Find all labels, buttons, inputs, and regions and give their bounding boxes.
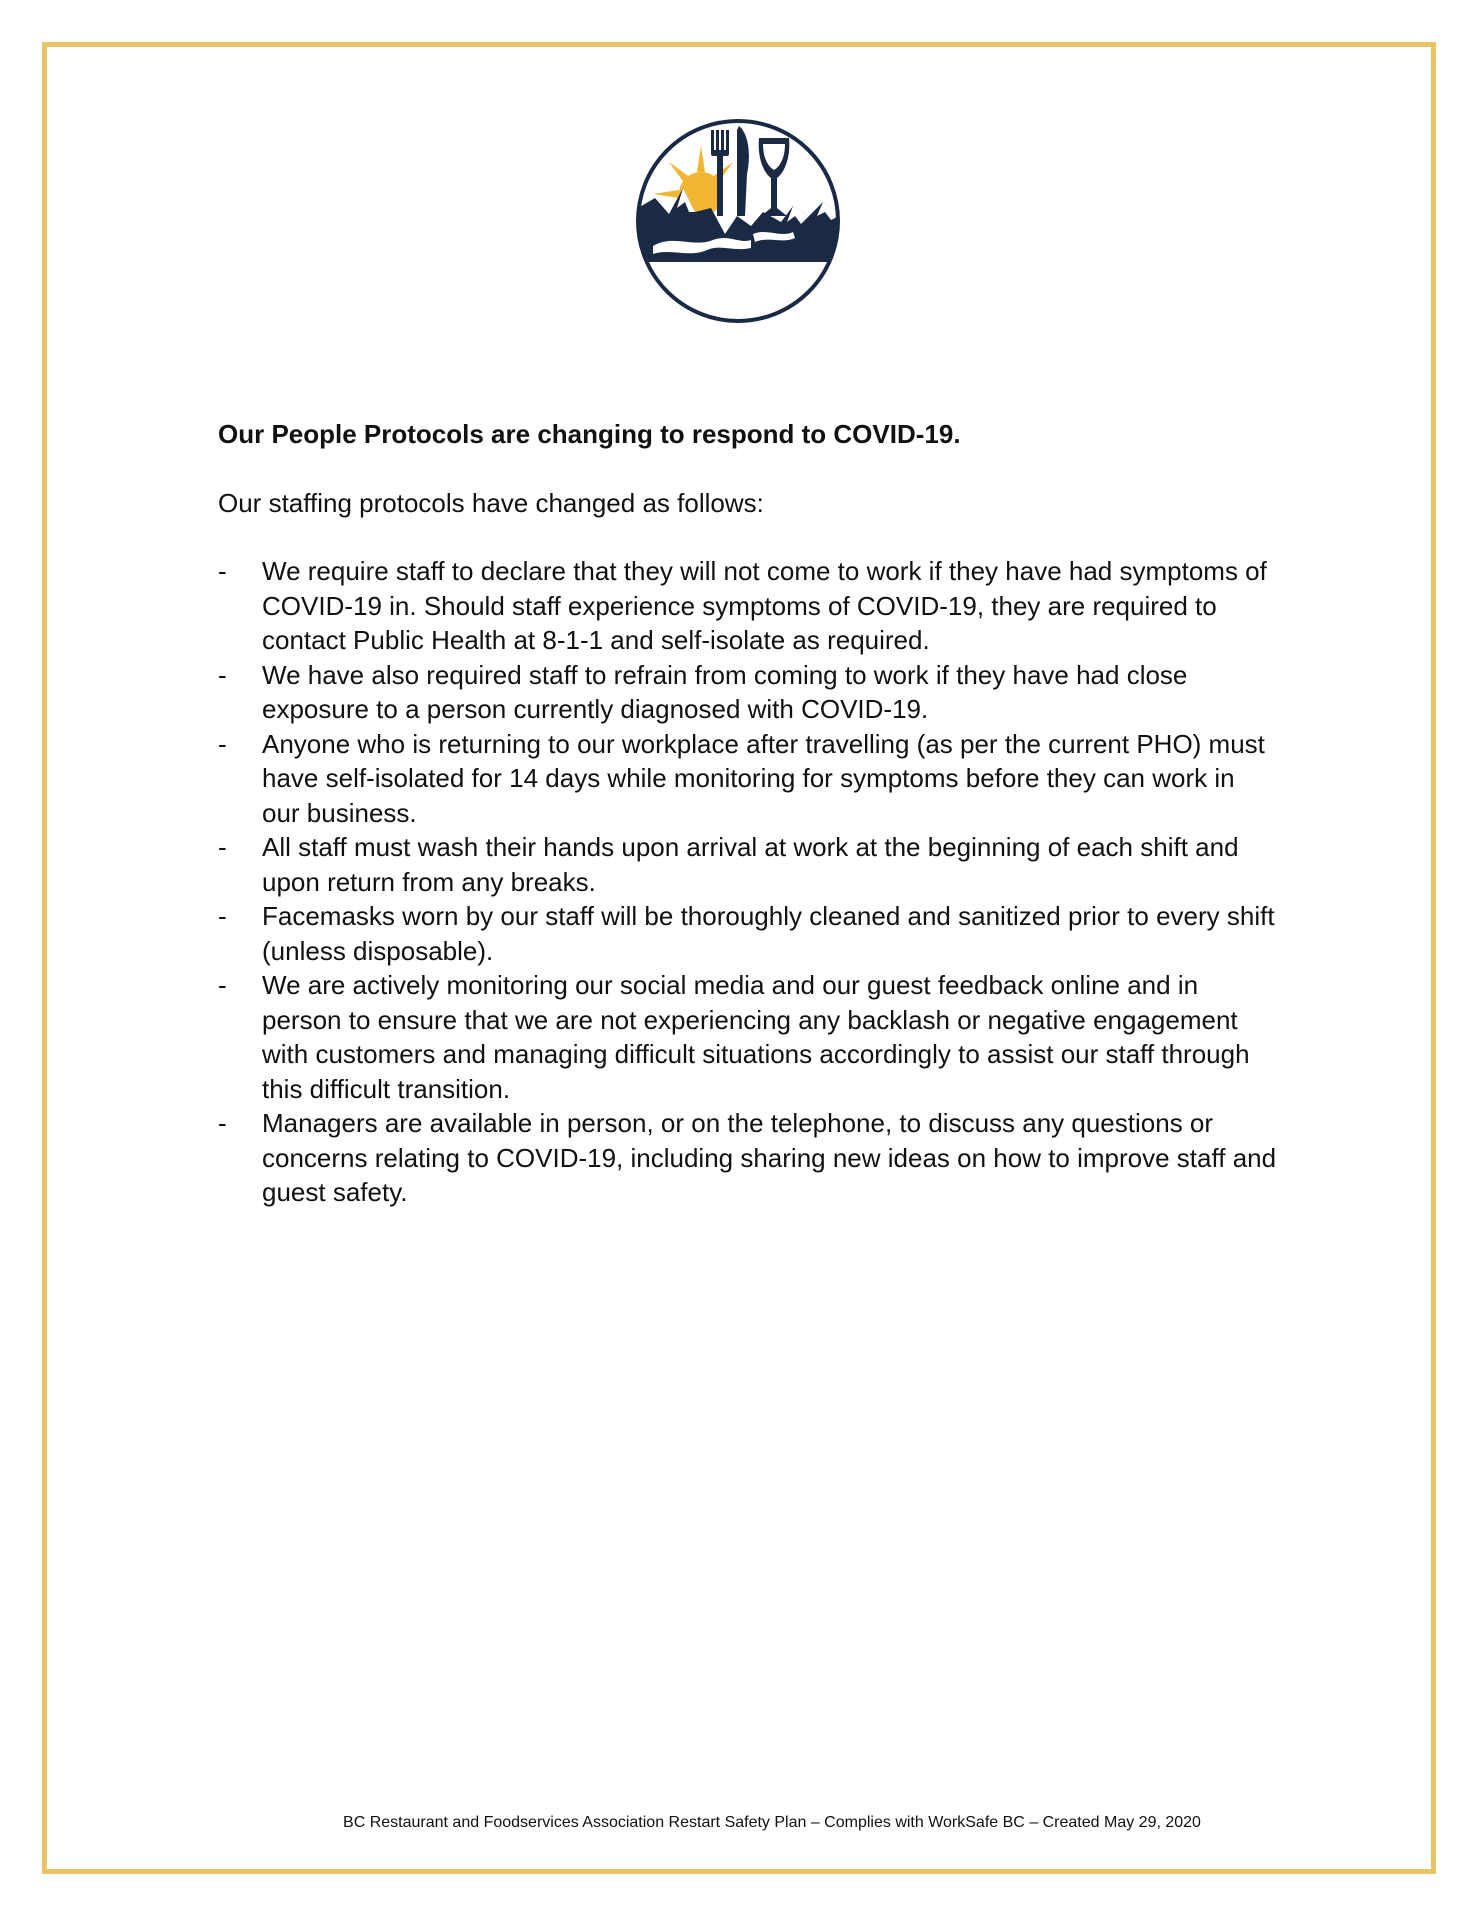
list-item-text: We have also required staff to refrain from coming to work if they have had close exposure to a person currently diagnosed with COVID-19. xyxy=(262,659,1188,724)
list-item xyxy=(218,658,1278,727)
bullet-marker: - xyxy=(218,901,227,931)
list-item-text: Facemasks worn by our staff will be thoroughly cleaned and sanitized prior to every shift (unless disposable). xyxy=(262,901,1275,966)
list-item xyxy=(218,554,1278,658)
bullet-marker: - xyxy=(218,659,227,690)
list-item xyxy=(218,899,1278,968)
list-item-text: Anyone who is returning to our workplace after travelling (as per the current PHO) must have self-isolated for 14 days while monitoring for symptoms before they can work in our business. xyxy=(262,728,1265,828)
list-item xyxy=(218,968,1278,1106)
list-item xyxy=(218,830,1278,899)
bullet-marker: - xyxy=(218,728,227,759)
list-item-text: We are actively monitoring our social media and our guest feedback online and in person to ensure that we are not experiencing any backlash or negative engagement with customers and managing difficult situations accordingly to assist our staff through this difficult transition. xyxy=(262,970,1250,1104)
document-intro: Our staffing protocols have changed as follows: xyxy=(218,487,764,518)
bullet-marker: - xyxy=(218,1108,227,1138)
document-heading: Our People Protocols are changing to respond to COVID-19. xyxy=(218,419,961,449)
bullet-marker: - xyxy=(218,556,227,586)
restaurant-logo-icon xyxy=(633,116,843,326)
list-item xyxy=(218,1106,1278,1210)
list-item xyxy=(218,727,1278,831)
protocol-list xyxy=(218,554,1278,1210)
bullet-marker: - xyxy=(218,832,227,862)
bullet-marker: - xyxy=(218,970,227,1000)
list-item-text: All staff must wash their hands upon arrival at work at the beginning of each shift and upon return from any breaks. xyxy=(262,832,1239,897)
list-item-text: We require staff to declare that they will not come to work if they have had symptoms of COVID-19 in. Should staff experience symptoms of COVID-19, they are required to contact Public Health at 8-1-1 and self-isolate as required. xyxy=(262,556,1267,655)
list-item-text: Managers are available in person, or on the telephone, to discuss any questions or concerns relating to COVID-19, including sharing new ideas on how to improve staff and guest safety. xyxy=(262,1108,1277,1207)
document-body xyxy=(218,417,1278,1210)
page-footer: BC Restaurant and Foodservices Association Restart Safety Plan – Complies with WorkSafe BC – Created May 29, 2020 xyxy=(343,1814,1201,1831)
